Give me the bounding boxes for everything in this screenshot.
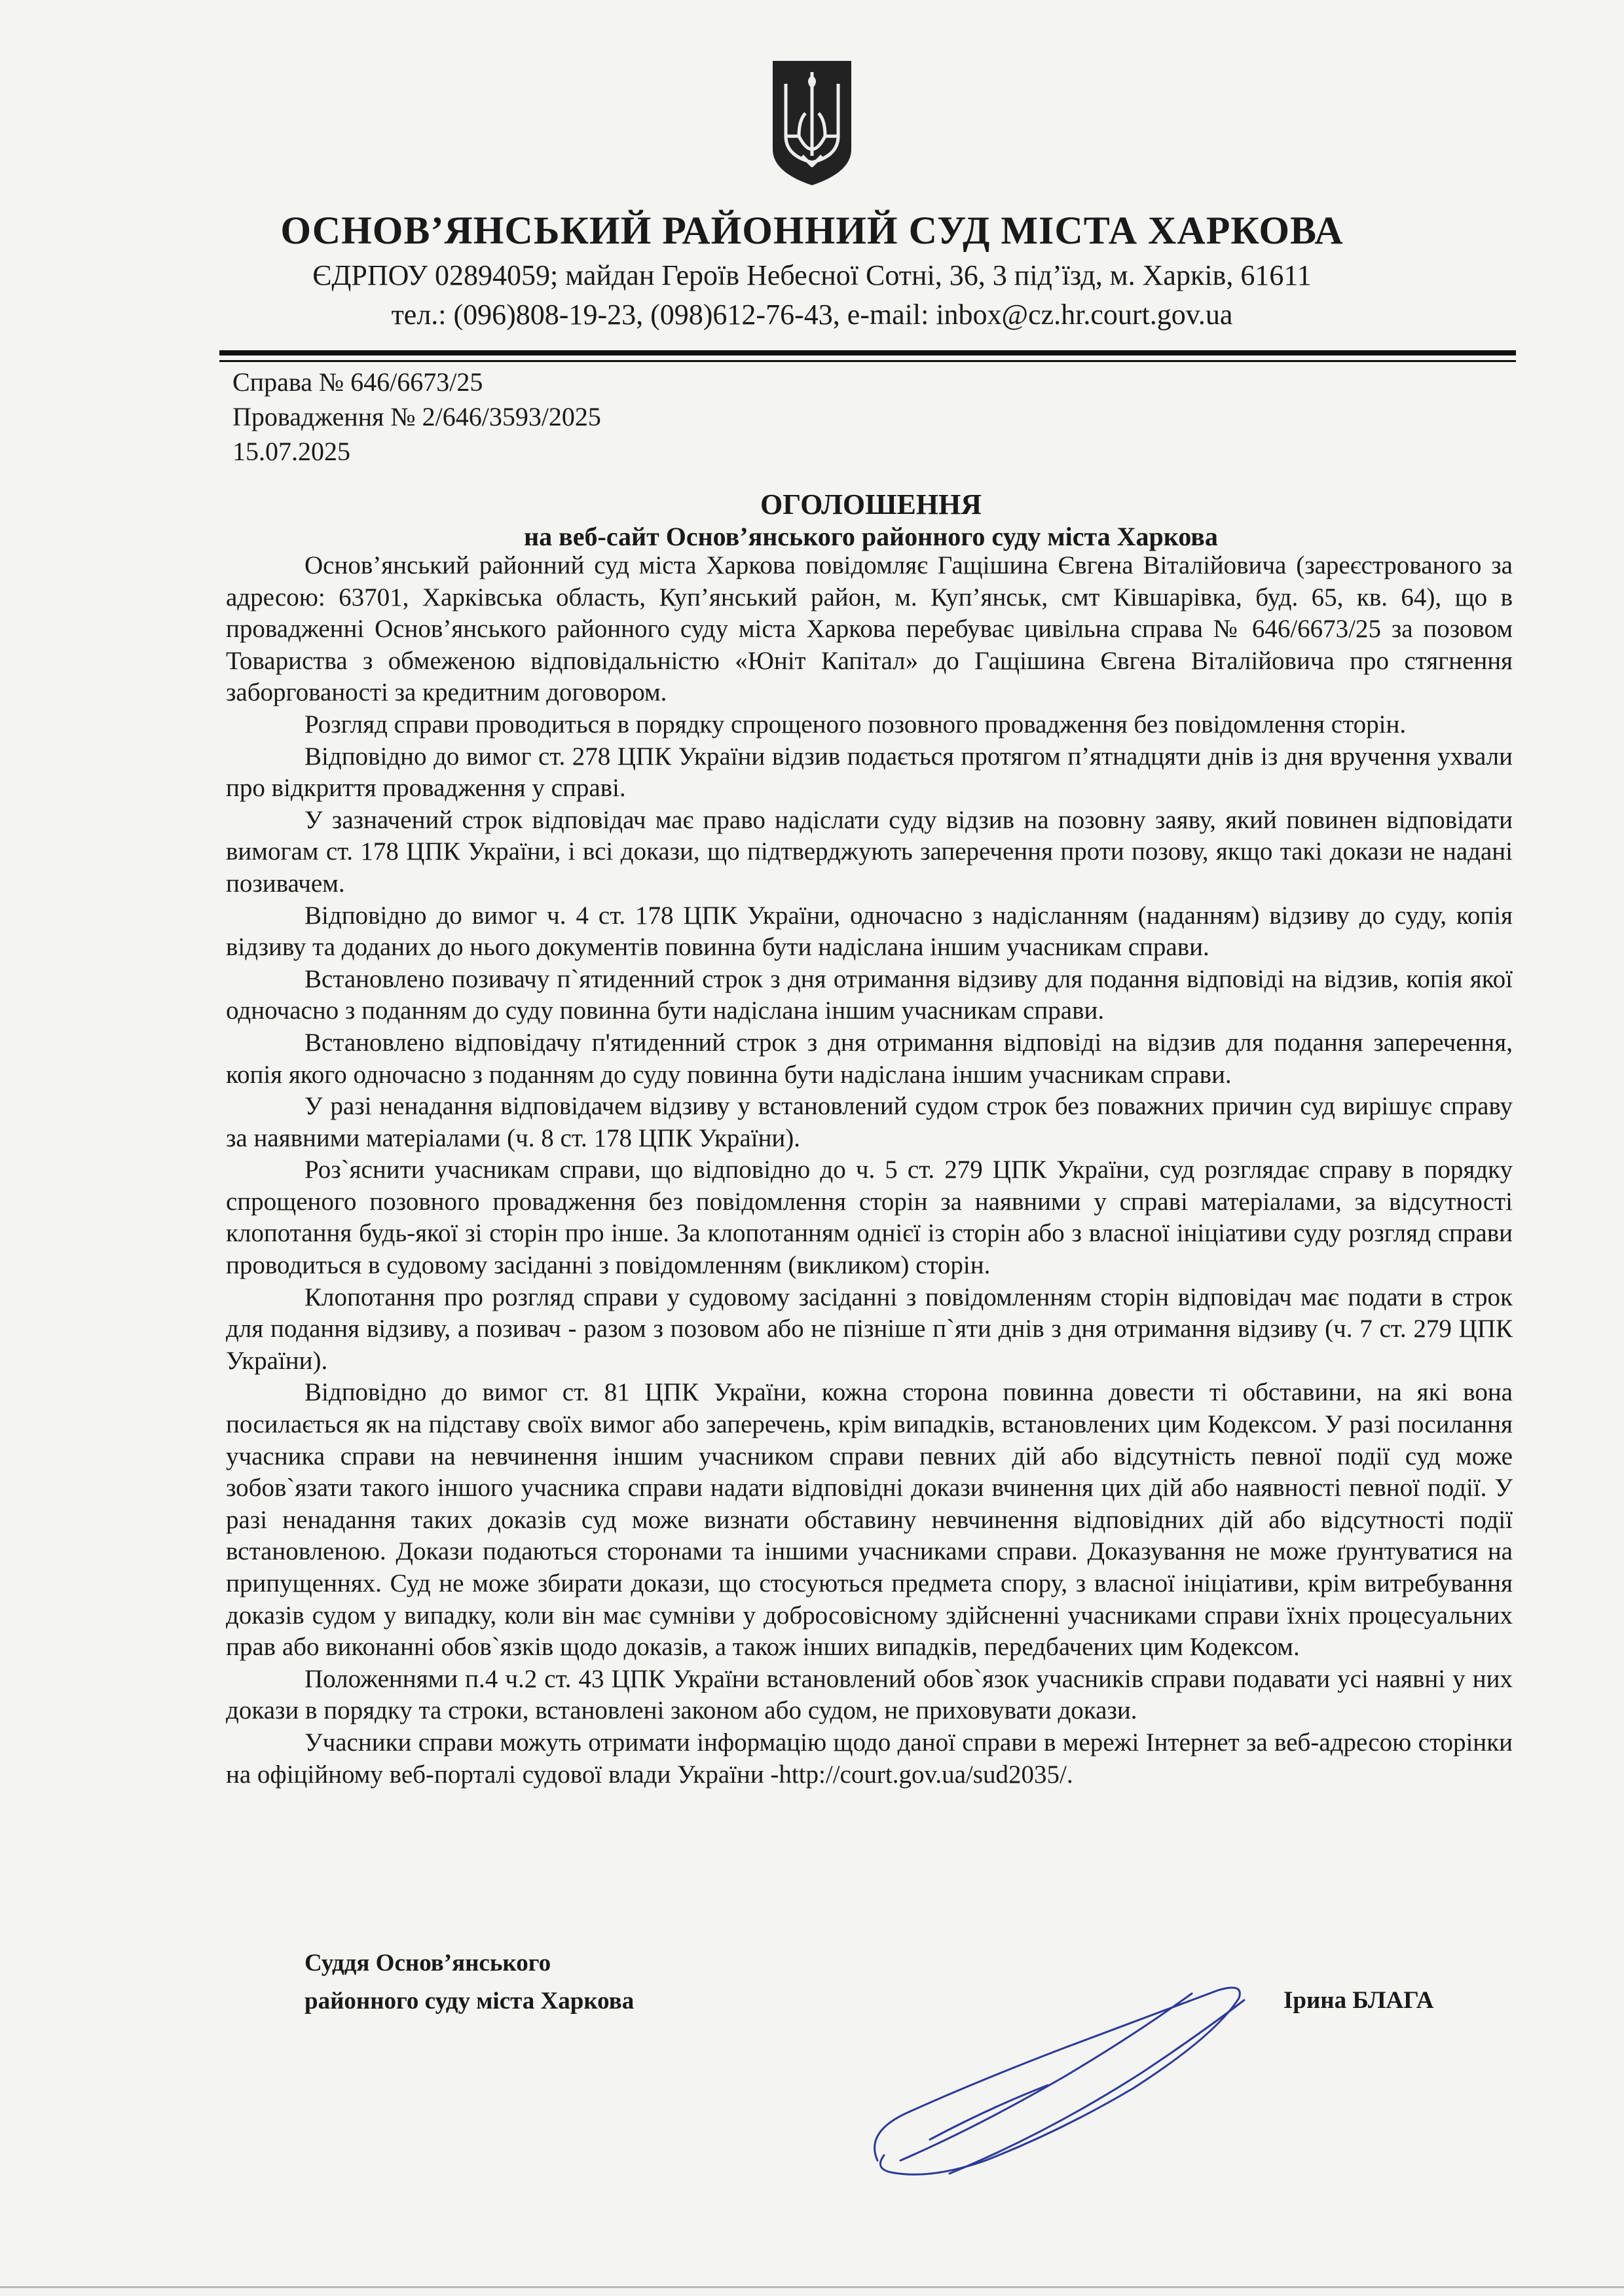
document-date: 15.07.2025 (232, 437, 350, 466)
court-name: ОСНОВ’ЯНСЬКИЙ РАЙОННИЙ СУД МІСТА ХАРКОВА (280, 209, 1344, 252)
court-contacts: тел.: (096)808-19-23, (098)612-76-43, e-mail: inbox@cz.hr.court.gov.ua (391, 299, 1233, 331)
court-address: ЄДРПОУ 02894059; майдан Героїв Небесної Сотні, 36, 3 під’їзд, м. Харків, 61611 (312, 259, 1312, 291)
document-title: ОГОЛОШЕННЯ (760, 488, 982, 520)
paragraph: Основ’янський районний суд міста Харкова повідомляє Гащішина Євгена Віталійовича (зареєстрованого за адресою: 63701, Харківська область, Куп’янський район, м. Куп’янськ, смт Ківшарівка, буд. 65, кв. 64), що в провадженні Основ’янського районного суду міста Харкова перебуває цивільна справа № 646/6673/25 за позовом Товариства з обмеженою відповідальністю «Юніт Капітал» до Гащішина Євгена Віталійовича про стягнення заборгованості за кредитним договором. (226, 551, 1513, 707)
paragraph: Розгляд справи проводиться в порядку спрощеного позовного провадження без повідомлення сторін. (304, 710, 1407, 738)
case-number: Справа № 646/6673/25 (232, 367, 483, 397)
paragraph: Роз`яснити учасникам справи, що відповідно до ч. 5 ст. 279 ЦПК України, суд розглядає справу в порядку спрощеного позовного провадження без повідомлення сторін за наявними у справі матеріалами, за відсутності клопотання будь-якої зі сторін про інше. За клопотанням однієї із сторін або з власної ініціативи суду розгляд справи проводиться в судовому засіданні з повідомленням (викликом) сторін. (226, 1156, 1513, 1280)
document-body (226, 550, 1513, 1791)
paragraph: Відповідно до вимог ст. 278 ЦПК України відзив подається протягом п’ятнадцяти днів із дня вручення ухвали про відкриття провадження у справі. (226, 742, 1513, 803)
paragraph: У зазначений строк відповідач має право надіслати суду відзив на позовну заяву, який повинен відповідати вимогам ст. 178 ЦПК України, і всі докази, що підтверджують заперечення проти позову, якщо такі докази не надані позивачем. (226, 805, 1513, 898)
judge-title-line1: Суддя Основ’янського (304, 1950, 551, 1977)
signature-icon (851, 1964, 1270, 2187)
paragraph: Встановлено позивачу п`ятиденний строк з дня отримання відзиву для подання відповіді на відзив, копія якої одночасно з поданням до суду повинна бути надіслана іншим учасникам справи. (226, 964, 1513, 1025)
proceeding-number: Провадження № 2/646/3593/2025 (232, 402, 601, 431)
paragraph: Відповідно до вимог ст. 81 ЦПК України, кожна сторона повинна довести ті обставини, на які вона посилається як на підставу своїх вимог або заперечень, крім випадків, встановлених цим Кодексом. У разі посилання учасника справи на невчинення іншим учасником справи певних дій або відсутність певної події суд може зобов`язати такого іншого учасника справи надати відповідні докази вчинення цих дій або наявності певної події. У разі ненадання таких доказів суд може визнати обставину невчинення відповідних дій або відсутності події встановленою. Докази подаються сторонами та іншими учасниками справи. Доказування не може ґрунтуватися на припущеннях. Суд не може збирати докази, що стосуються предмета спору, з власної ініціативи, крім витребування доказів судом у випадку, коли він має сумніви у добросовісному здійсненні учасниками справи їхніх процесуальних прав або виконанні обов`язків щодо доказів, а також інших випадків, передбачених цим Кодексом. (226, 1378, 1513, 1662)
paragraph: Положеннями п.4 ч.2 ст. 43 ЦПК України встановлений обов`язок учасників справи подавати усі наявні у них докази в порядку та строки, встановлені законом або судом, не приховувати докази. (226, 1664, 1513, 1725)
scan-edge (0, 2286, 1624, 2288)
paragraph: Клопотання про розгляд справи у судовому засіданні з повідомленням сторін відповідач має подати в строк для подання відзиву, а позивач - разом з позовом або не пізніше п`яти днів з дня отримання відзиву (ч. 7 ст. 279 ЦПК України). (226, 1283, 1513, 1375)
header-divider-thick (219, 350, 1516, 355)
judge-title-line2: районного суду міста Харкова (304, 1988, 635, 2014)
judge-title (304, 1944, 634, 2020)
paragraph: У разі ненадання відповідачем відзиву у встановлений судом строк без поважних причин суд вирішує справу за наявними матеріалами (ч. 8 ст. 178 ЦПК України). (226, 1092, 1513, 1152)
paragraph: Учасники справи можуть отримати інформацію щодо даної справи в мережі Інтернет за веб-адресою сторінки на офіційному веб-порталі судової влади України -http://court.gov.ua/sud2035/. (226, 1728, 1513, 1789)
trident-emblem-icon (769, 58, 855, 189)
paragraph: Відповідно до вимог ч. 4 ст. 178 ЦПК України, одночасно з надісланням (наданням) відзиву до суду, копія відзиву та доданих до нього документів повинна бути надіслана іншим учасникам справи. (226, 901, 1513, 962)
header-divider-thin (219, 360, 1516, 362)
paragraph: Встановлено відповідачу п'ятиденний строк з дня отримання відповіді на відзив для подання заперечення, копія якого одночасно з поданням до суду повинна бути надіслана іншим учасникам справи. (226, 1028, 1513, 1089)
judge-name: Ірина БЛАГА (1283, 1987, 1434, 2014)
document-subtitle: на веб-сайт Основ’янського районного суду міста Харкова (524, 522, 1218, 551)
